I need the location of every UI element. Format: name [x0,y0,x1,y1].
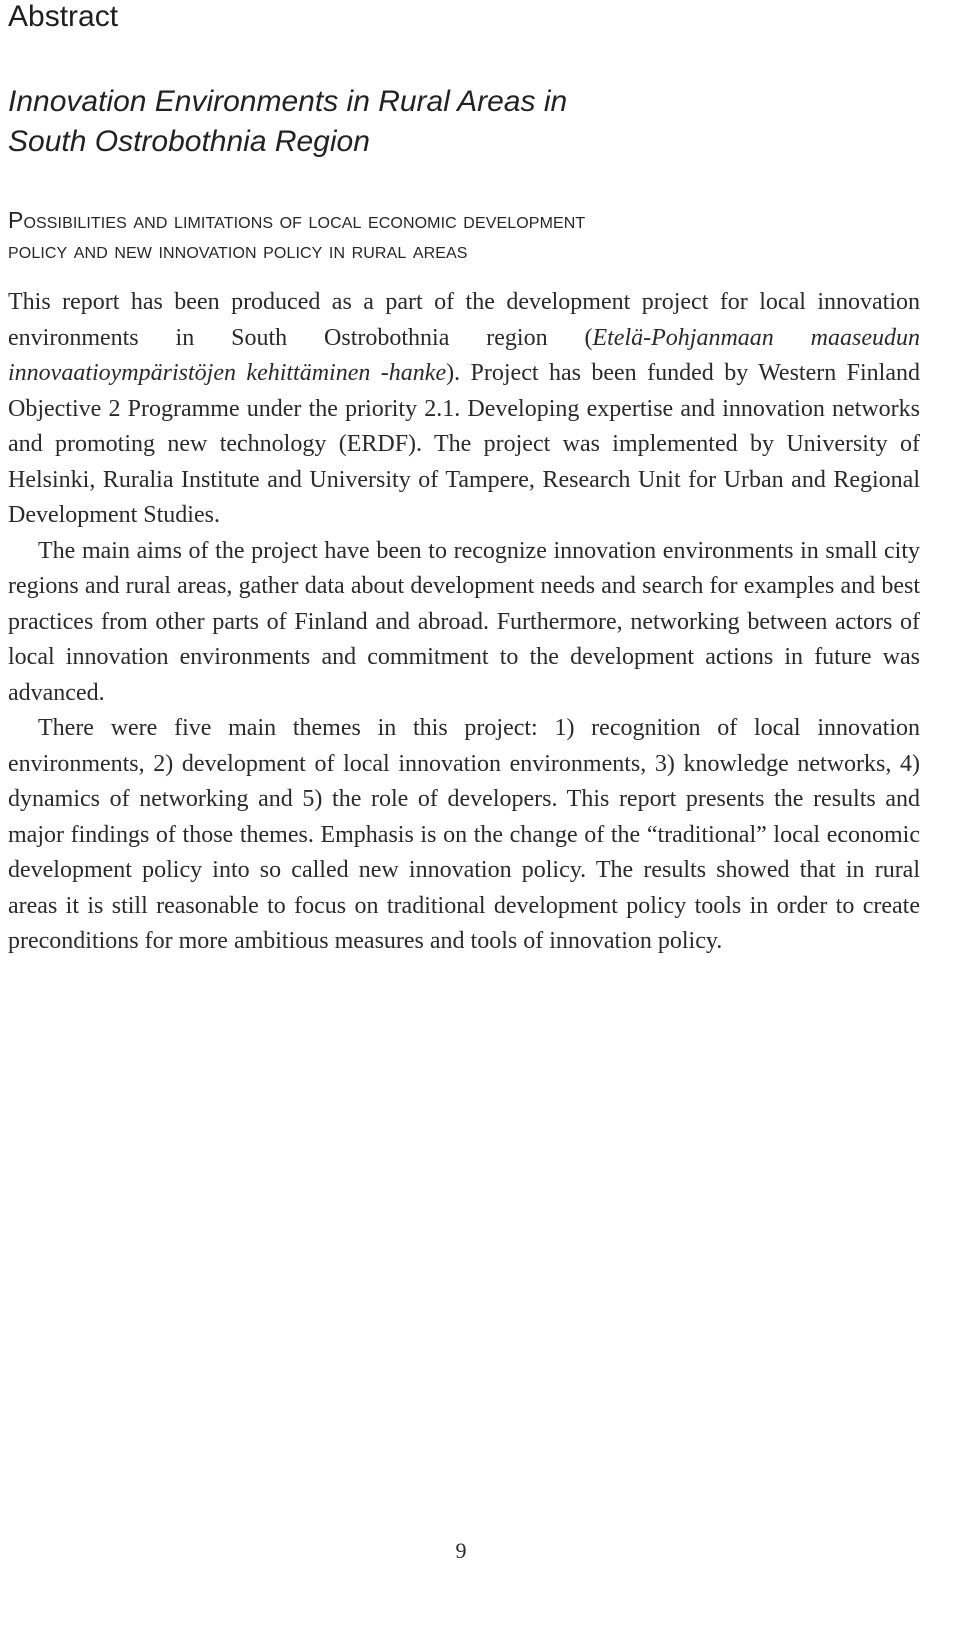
section-label: Abstract [8,0,119,33]
document-page [8,0,920,960]
subtitle-line-1: Possibilities and limitations of local economic development [8,207,586,233]
paragraph-1 [8,285,920,534]
document-subtitle [8,205,920,265]
paragraph-3: There were five main themes in this project: 1) recognition of local innovation environments, 2) development of local innovation environments, 3) knowledge networks, 4) dynamics of networking and 5) the role of developers. This report presents the results and major findings of those themes. Emphasis is on the change of the “traditional” local economic development policy into so called new innovation policy. The results showed that in rural areas it is still reasonable to focus on traditional development policy tools in order to create preconditions for more ambitious measures and tools of innovation policy. [8,715,920,954]
paragraph-1-part-2: ). Project has been funded by Western Finland Objective 2 Programme under the priority 2.1. Developing expertise and innovation networks and promoting new technology (ERDF). The project was implemented by University of Helsinki, Ruralia Institute and University of Tampere, Research Unit for Urban and Regional Development Studies. [8,360,920,528]
page-number: 9 [455,1538,467,1563]
subtitle-line-2: policy and new innovation policy in rural areas [8,237,468,263]
paragraph-1-part-1: This report has been produced as a part of the development project for local innovation environments in South Ostrobothnia region ( [8,289,920,351]
title-line-1: Innovation Environments in Rural Areas in [8,85,568,118]
paragraph-1-project-name: Etelä-Pohjanmaan maaseudun innovaatioympäristöjen kehittäminen -hanke [8,324,920,386]
document-title [8,82,920,162]
abstract-body [8,285,920,960]
title-line-2: South Ostrobothnia Region [8,125,370,158]
paragraph-2: The main aims of the project have been to recognize innovation environments in small city regions and rural areas, gather data about development needs and search for examples and best practices from other parts of Finland and abroad. Furthermore, networking between actors of local innovation environments and commitment to the development actions in future was advanced. [8,537,920,706]
